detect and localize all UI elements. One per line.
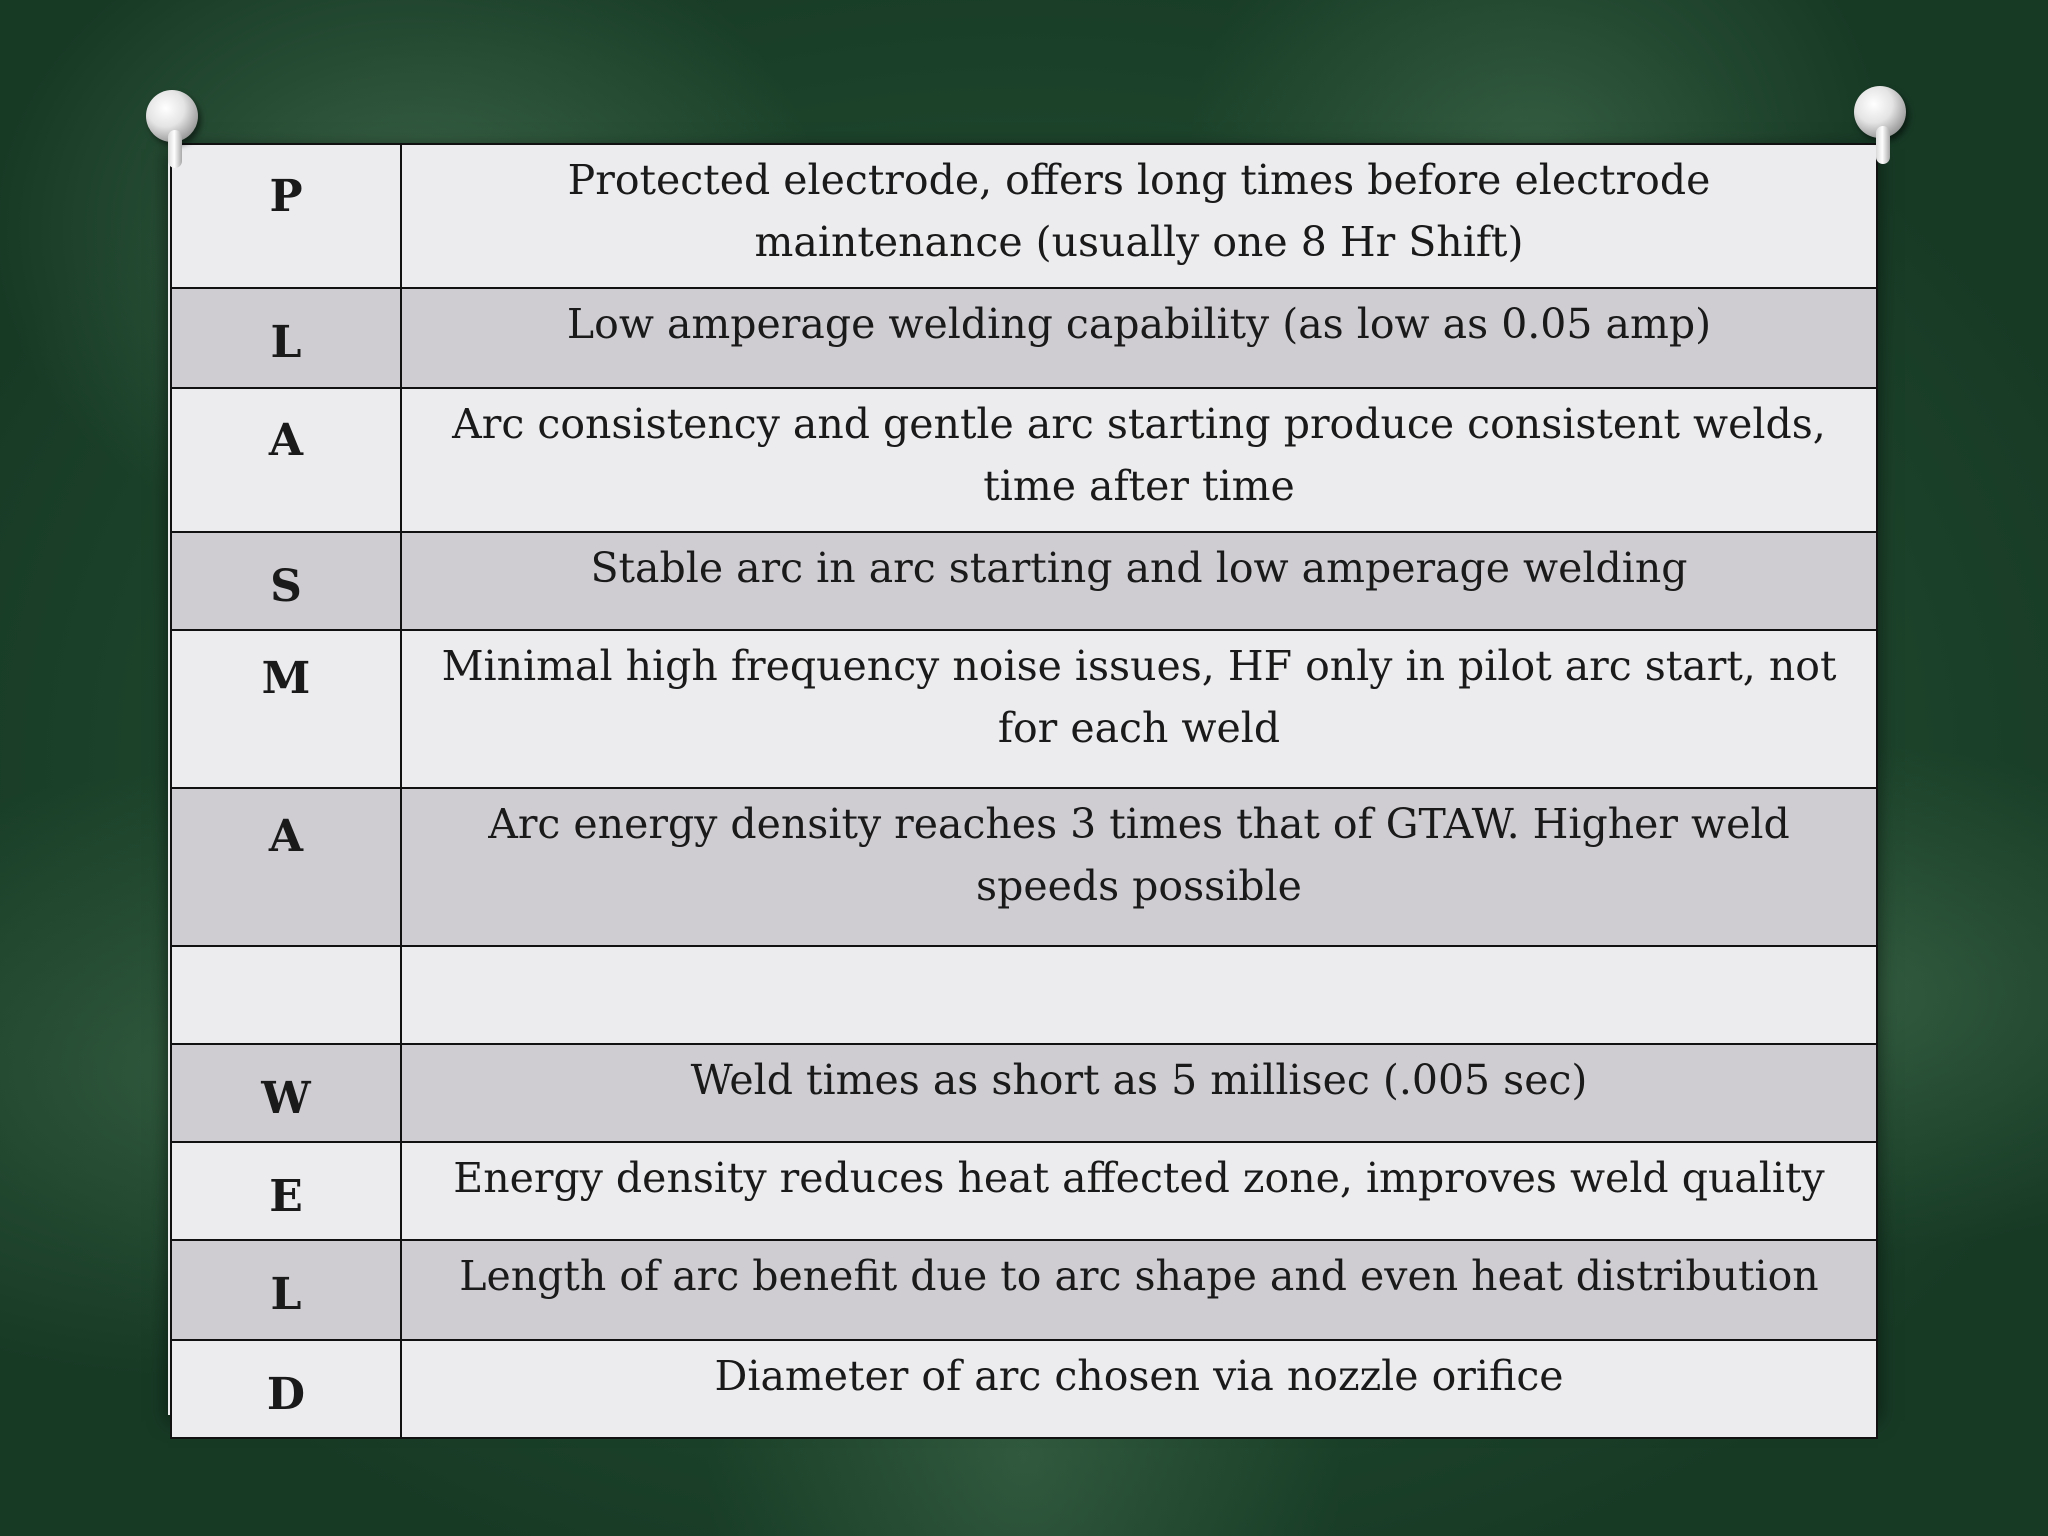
acronym-letter-cell	[171, 1044, 401, 1142]
pushpin-icon	[1854, 86, 1906, 138]
table-row	[171, 144, 1877, 288]
acronym-letter-cell	[171, 788, 401, 946]
acronym-letter-cell	[171, 388, 401, 532]
table-row	[171, 1044, 1877, 1142]
acronym-letter-cell	[171, 1340, 401, 1438]
description-cell: Minimal high frequency noise issues, HF only in pilot arc start, not for each weld	[401, 630, 1877, 788]
acronym-letter-cell	[171, 1142, 401, 1240]
table-row	[171, 1142, 1877, 1240]
acronym-letter-cell	[171, 288, 401, 388]
acronym-letter: M	[261, 653, 311, 704]
acronym-letter-cell	[171, 144, 401, 288]
acronym-letter-cell	[171, 946, 401, 1044]
description-cell: Stable arc in arc starting and low amperage welding	[401, 532, 1877, 630]
acronym-letter: P	[269, 171, 303, 222]
description-cell: Length of arc benefit due to arc shape and even heat distribution	[401, 1240, 1877, 1340]
table-row	[171, 630, 1877, 788]
table-row-empty	[171, 946, 1877, 1044]
description-cell: Low amperage welding capability (as low as 0.05 amp)	[401, 288, 1877, 388]
description-cell: Energy density reduces heat affected zone, improves weld quality	[401, 1142, 1877, 1240]
acronym-letter: W	[261, 1073, 311, 1124]
description-cell: Arc consistency and gentle arc starting produce consistent welds, time after time	[401, 388, 1877, 532]
table-row	[171, 1240, 1877, 1340]
table-row	[171, 388, 1877, 532]
acronym-letter: A	[268, 415, 304, 466]
description-cell	[401, 946, 1877, 1044]
table-row	[171, 1340, 1877, 1438]
acronym-letter: D	[266, 1369, 306, 1420]
acronym-letter-cell	[171, 630, 401, 788]
description-cell: Protected electrode, offers long times before electrode maintenance (usually one 8 Hr Shift)	[401, 144, 1877, 288]
acronym-letter-cell	[171, 532, 401, 630]
table-row	[171, 788, 1877, 946]
acronym-letter: A	[268, 811, 304, 862]
acronym-letter: S	[270, 561, 302, 612]
acronym-letter-cell	[171, 1240, 401, 1340]
pushpin-icon	[146, 90, 198, 142]
acronym-letter: L	[270, 317, 302, 368]
table-row	[171, 532, 1877, 630]
acronym-letter: E	[269, 1171, 303, 1222]
description-cell: Arc energy density reaches 3 times that of GTAW. Higher weld speeds possible	[401, 788, 1877, 946]
plasma-weld-acronym-table	[170, 143, 1878, 1439]
description-cell: Weld times as short as 5 millisec (.005 sec)	[401, 1044, 1877, 1142]
table-row	[171, 288, 1877, 388]
description-cell: Diameter of arc chosen via nozzle orifice	[401, 1340, 1877, 1438]
acronym-letter: L	[270, 1269, 302, 1320]
